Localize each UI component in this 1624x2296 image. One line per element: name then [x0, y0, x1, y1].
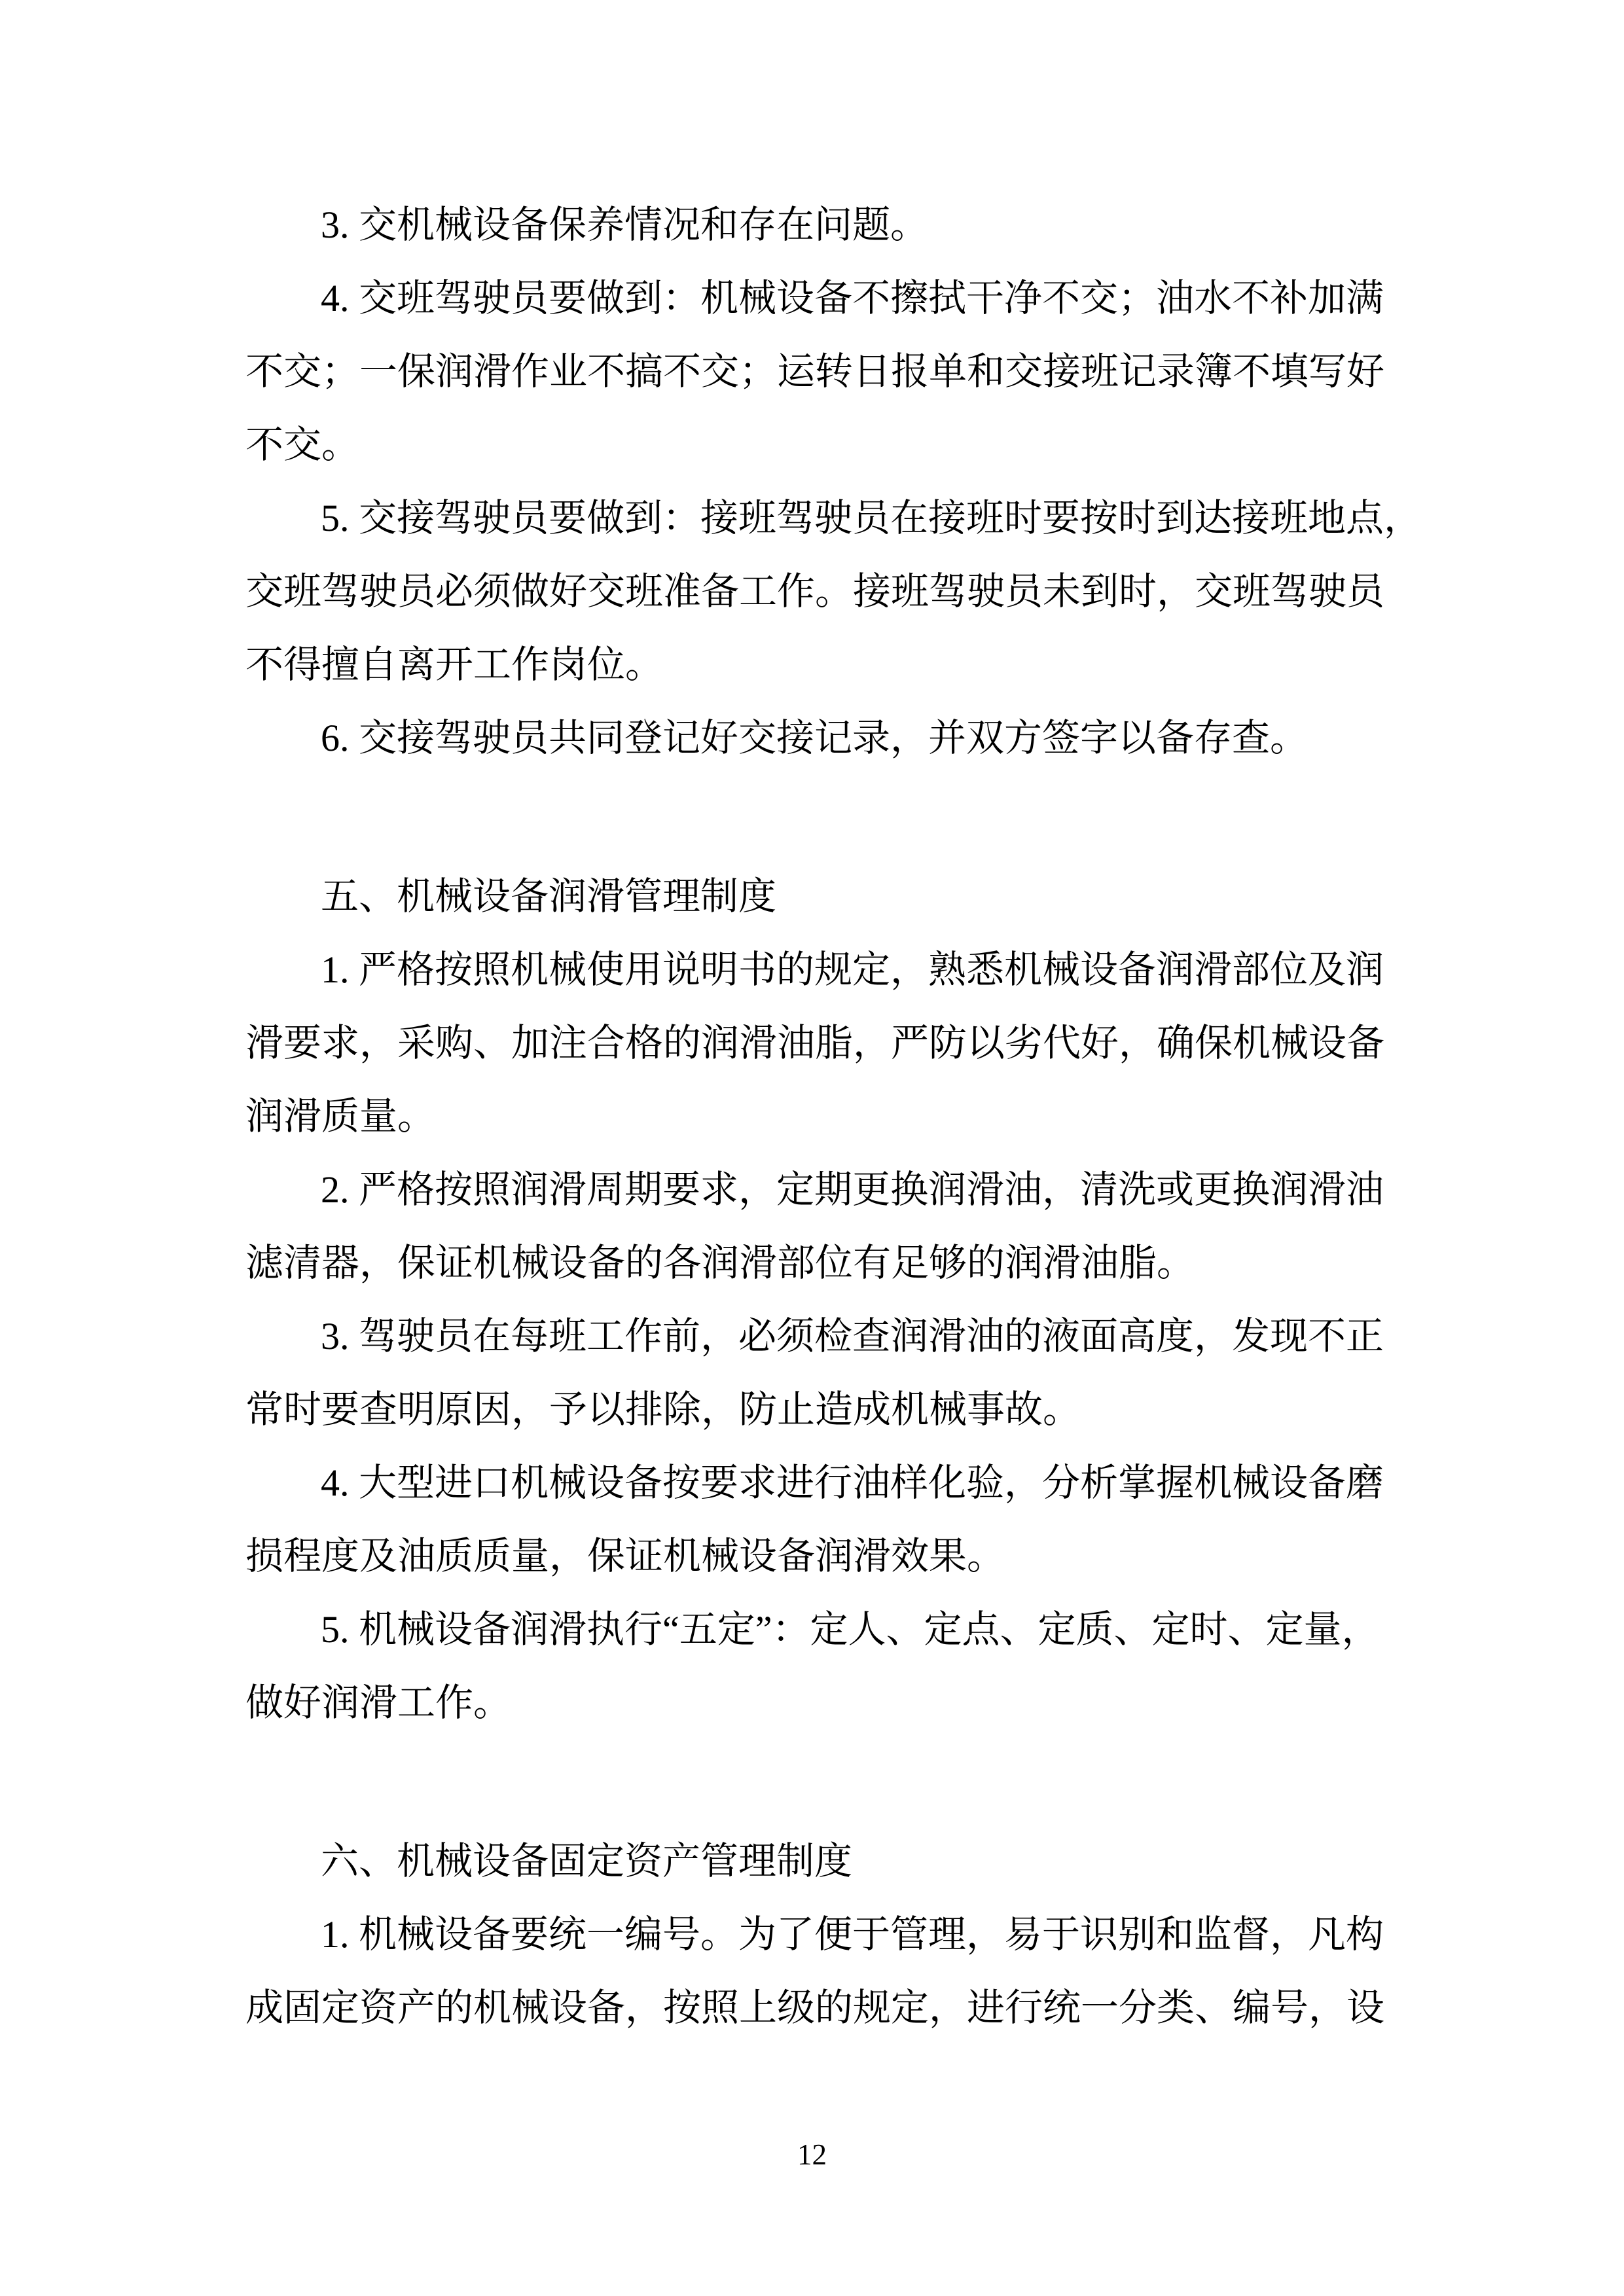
section-heading: 五、机械设备润滑管理制度: [321, 875, 777, 918]
text-line: 4. 交班驾驶员要做到：机械设备不擦拭干净不交；油水不补加满: [321, 277, 1384, 319]
text-line: 5. 机械设备润滑执行“五定”：定人、定点、定质、定时、定量，: [321, 1608, 1380, 1651]
text-line: 交班驾驶员必须做好交班准备工作。接班驾驶员未到时，交班驾驶员: [245, 570, 1385, 613]
text-line: 1. 严格按照机械使用说明书的规定，熟悉机械设备润滑部位及润: [321, 948, 1384, 991]
text-line: 滤清器，保证机械设备的各润滑部位有足够的润滑油脂。: [245, 1242, 1195, 1284]
text-line: 常时要查明原因，予以排除，防止造成机械事故。: [245, 1388, 1081, 1431]
text-line: 5. 交接驾驶员要做到：接班驾驶员在接班时要按时到达接班地点，: [321, 497, 1422, 539]
text-line: 不交。: [245, 423, 360, 466]
text-line: 3. 交机械设备保养情况和存在问题。: [321, 204, 929, 246]
text-line: 不得擅自离开工作岗位。: [245, 643, 664, 686]
document-lines: [245, 188, 1422, 2045]
section-gap: [245, 1740, 1378, 1825]
text-line: 润滑质量。: [245, 1095, 436, 1138]
section-gap: [245, 775, 1378, 860]
text-line: 做好润滑工作。: [245, 1681, 512, 1724]
text-line: 4. 大型进口机械设备按要求进行油样化验，分析掌握机械设备磨: [321, 1462, 1384, 1504]
text-line: 损程度及油质质量，保证机械设备润滑效果。: [245, 1535, 1005, 1577]
text-line: 2. 严格按照润滑周期要求，定期更换润滑油，清洗或更换润滑油: [321, 1168, 1384, 1211]
page-number: 12: [797, 2138, 827, 2171]
text-line: 滑要求，采购、加注合格的润滑油脂，严防以劣代好，确保机械设备: [245, 1022, 1385, 1064]
section-heading: 六、机械设备固定资产管理制度: [321, 1840, 853, 1882]
text-line: 3. 驾驶员在每班工作前，必须检查润滑油的液面高度，发现不正: [321, 1315, 1384, 1357]
text-line: 不交；一保润滑作业不搞不交；运转日报单和交接班记录簿不填写好: [245, 350, 1385, 393]
text-line: 1. 机械设备要统一编号。为了便于管理，易于识别和监督，凡构: [321, 1913, 1384, 1956]
text-line: 成固定资产的机械设备，按照上级的规定，进行统一分类、编号，设: [245, 1986, 1385, 2029]
text-line: 6. 交接驾驶员共同登记好交接记录，并双方签字以备存查。: [321, 717, 1308, 759]
